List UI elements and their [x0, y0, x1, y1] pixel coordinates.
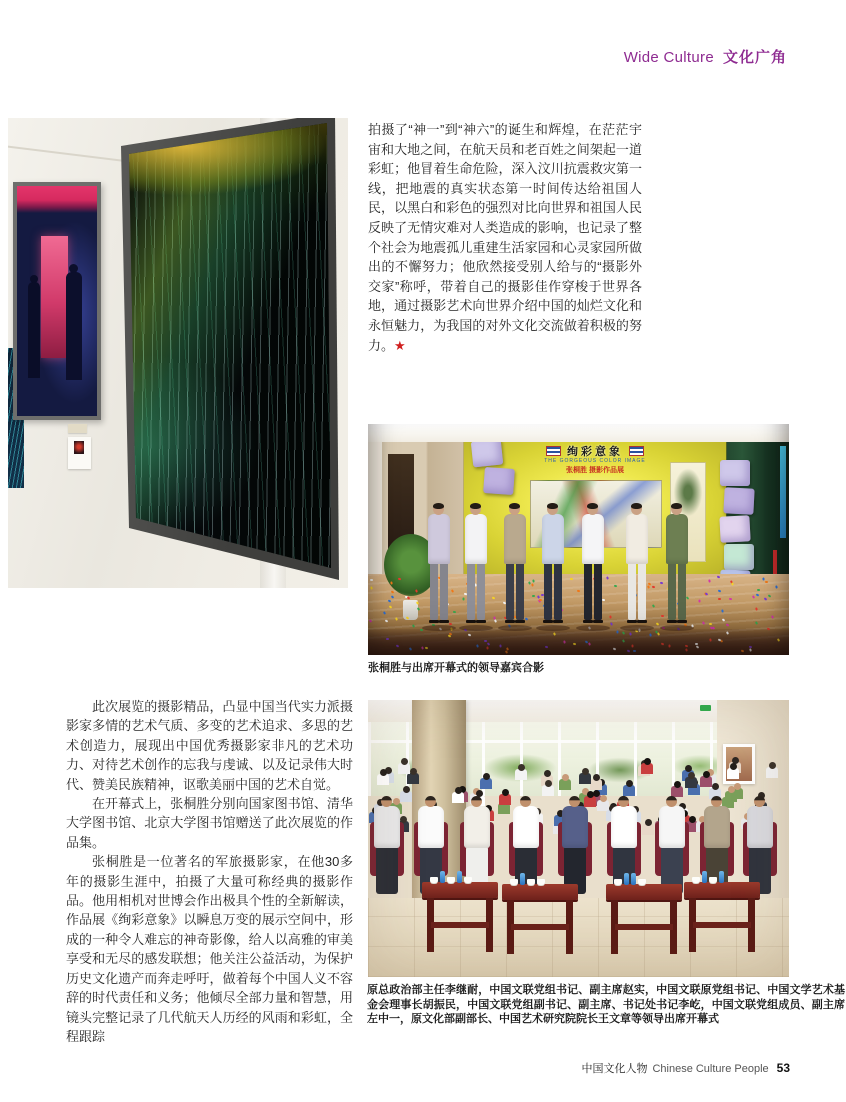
section-title-en: Wide Culture [623, 49, 714, 66]
audience-photo-caption: 原总政治部主任李继耐，中国文联党组书记、副主席赵实，中国文联原党组书记、中国文学艺术基金会理事长胡振民，中国文联党组副书记、副主席、书记处书记李屹，中国文联党组成员、副主席左中一，原文化部副部长、中国艺术研究院院长王文章等领导出席开幕式 [367, 984, 845, 1025]
opening-ceremony-audience-photo [368, 700, 789, 977]
lead-text: 拍摄了“神一”到“神六”的诞生和辉煌，在茫茫宇宙和大地之间，在航天员和老百姓之间架起一道彩虹；他冒着生命危险，深入汶川抗震救灾第一线，把地震的真实状态第一时间传达给祖国人民，以黑白和彩色的强烈对比向世界和祖国人民反映了无情灾难对人类造成的影响，也记录了整个社会为地震孤儿重建生活家园和心灵家园所做出的不懈努力；他欣然接受别人给与的“摄影外交家”称呼，带着自己的摄影佳作穿梭于世界各地，通过摄影艺术向世界介绍中国的灿烂文化和永恒魅力，为我国的对外文化交流做着积极的努力。 [368, 122, 642, 353]
section-header [624, 46, 787, 67]
framed-artwork-left [13, 182, 101, 420]
backdrop-exhibition-line: 张桐胜 摄影作品展 [566, 467, 624, 474]
silhouette-figure [28, 282, 40, 378]
silhouette-figure [66, 272, 82, 380]
paragraph: 在开幕式上，张桐胜分别向国家图书馆、清华大学图书馆、北京大学图书馆赠送了此次展览的作品集。 [66, 796, 353, 850]
magazine-name-zh: 中国文化人物 [581, 1063, 648, 1075]
wall-label [68, 424, 87, 433]
artwork-night-scene [17, 186, 97, 416]
article-left-column [66, 697, 353, 1046]
section-title-zh: 文化广角 [722, 49, 787, 66]
gallery-exhibition-photo [8, 118, 348, 588]
lead-paragraph [368, 120, 642, 355]
paragraph: 此次展览的摄影精品，凸显中国当代实力派摄影家多情的艺术气质、多变的艺术追求、多思的艺术创造力，展现出中国优秀摄影家非凡的艺术功力、对待艺术创作的忘我与虔诚、以及记录伟大时代、赞美民族精神，讴歌美丽中国的艺术自觉。 [66, 699, 353, 792]
pink-doorway [41, 236, 68, 358]
end-star-icon: ★ [394, 337, 406, 353]
group-photo-caption: 张桐胜与出席开幕式的领导嘉宾合影 [368, 662, 544, 674]
backdrop-title: 绚彩意象 [567, 446, 623, 458]
wall-label-card [68, 437, 91, 469]
photo-vignette [368, 700, 789, 977]
magazine-name-en: Chinese Culture People [652, 1063, 769, 1075]
photo-vignette [368, 424, 789, 655]
page-number: 53 [776, 1061, 790, 1075]
page-footer [581, 1060, 790, 1076]
paragraph: 张桐胜是一位著名的军旅摄影家，在他30多年的摄影生涯中，拍摄了大量可称经典的摄影作品。他用相机对世博会作出极具个性的全新解读，作品展《绚彩意象》以瞬息万变的展示空间中，形成的一种令人难忘的神奇影像，给人以高雅的审美享受和无尽的感发联想；他关注公益活动，为保护历史文化遗产而奔走呼吁，做着每个中国人义不容辞的时代责任和义务；他倾尽全部力量和智慧，用镜头完整记录了几代航天人历经的风雨和彩虹，全程跟踪 [66, 854, 353, 1044]
opening-ceremony-group-photo [368, 424, 789, 655]
backdrop-subtitle-en: THE GORGEOUS COLOR IMAGE [544, 458, 646, 464]
